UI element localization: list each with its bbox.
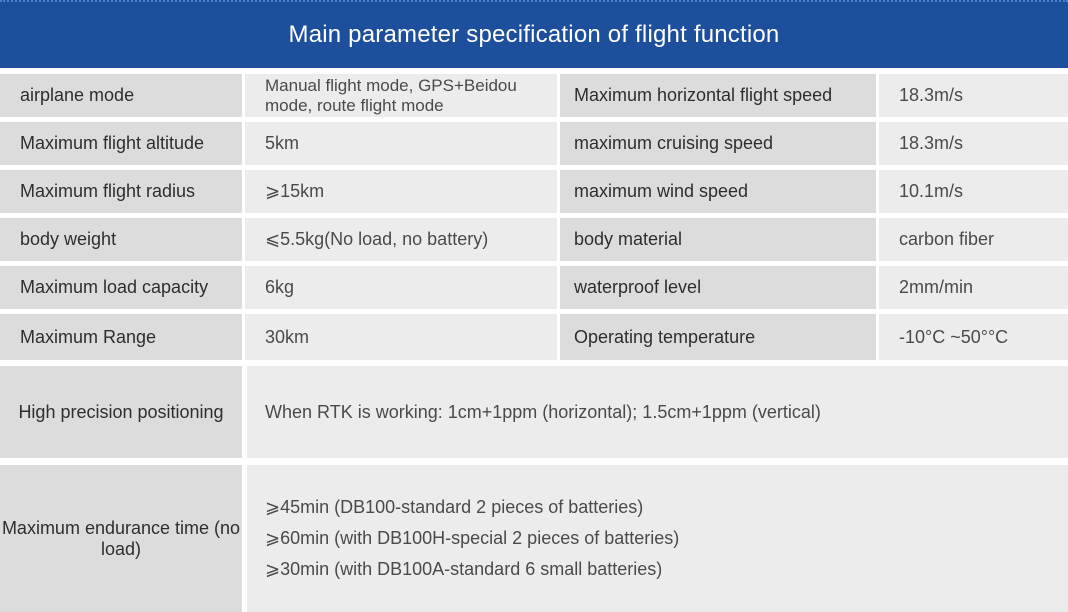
endurance-line: ⩾30min (with DB100A-standard 6 small batteries) — [265, 558, 663, 579]
label-endurance: Maximum endurance time (no load) — [0, 465, 242, 612]
label-airplane-mode: airplane mode — [0, 74, 242, 117]
value-body-material: carbon fiber — [879, 218, 1068, 261]
label-max-horizontal-speed: Maximum horizontal flight speed — [560, 74, 876, 117]
value-max-horizontal-speed: 18.3m/s — [879, 74, 1068, 117]
value-max-range: 30km — [245, 314, 557, 360]
value-positioning: When RTK is working: 1cm+1ppm (horizontal); 1.5cm+1ppm (vertical) — [247, 366, 1068, 458]
value-max-flight-altitude: 5km — [245, 122, 557, 165]
value-max-wind-speed: 10.1m/s — [879, 170, 1068, 213]
value-waterproof-level: 2mm/min — [879, 266, 1068, 309]
label-body-material: body material — [560, 218, 876, 261]
table-title: Main parameter specification of flight function — [0, 0, 1068, 68]
label-max-range: Maximum Range — [0, 314, 242, 360]
label-max-wind-speed: maximum wind speed — [560, 170, 876, 213]
label-max-flight-altitude: Maximum flight altitude — [0, 122, 242, 165]
label-body-weight: body weight — [0, 218, 242, 261]
label-max-load-capacity: Maximum load capacity — [0, 266, 242, 309]
value-endurance — [247, 465, 1068, 612]
endurance-line: ⩾60min (with DB100H-special 2 pieces of batteries) — [265, 528, 680, 549]
endurance-line: ⩾45min (DB100-standard 2 pieces of batteries) — [265, 497, 644, 518]
value-max-cruising-speed: 18.3m/s — [879, 122, 1068, 165]
label-max-flight-radius: Maximum flight radius — [0, 170, 242, 213]
label-operating-temperature: Operating temperature — [560, 314, 876, 360]
label-max-cruising-speed: maximum cruising speed — [560, 122, 876, 165]
value-max-flight-radius: ⩾15km — [245, 170, 557, 213]
value-body-weight: ⩽5.5kg(No load, no battery) — [245, 218, 557, 261]
value-operating-temperature: -10°C ~50°°C — [879, 314, 1068, 360]
label-positioning: High precision positioning — [0, 366, 242, 458]
label-waterproof-level: waterproof level — [560, 266, 876, 309]
value-airplane-mode: Manual flight mode, GPS+Beidou mode, route flight mode — [245, 74, 557, 117]
value-max-load-capacity: 6kg — [245, 266, 557, 309]
